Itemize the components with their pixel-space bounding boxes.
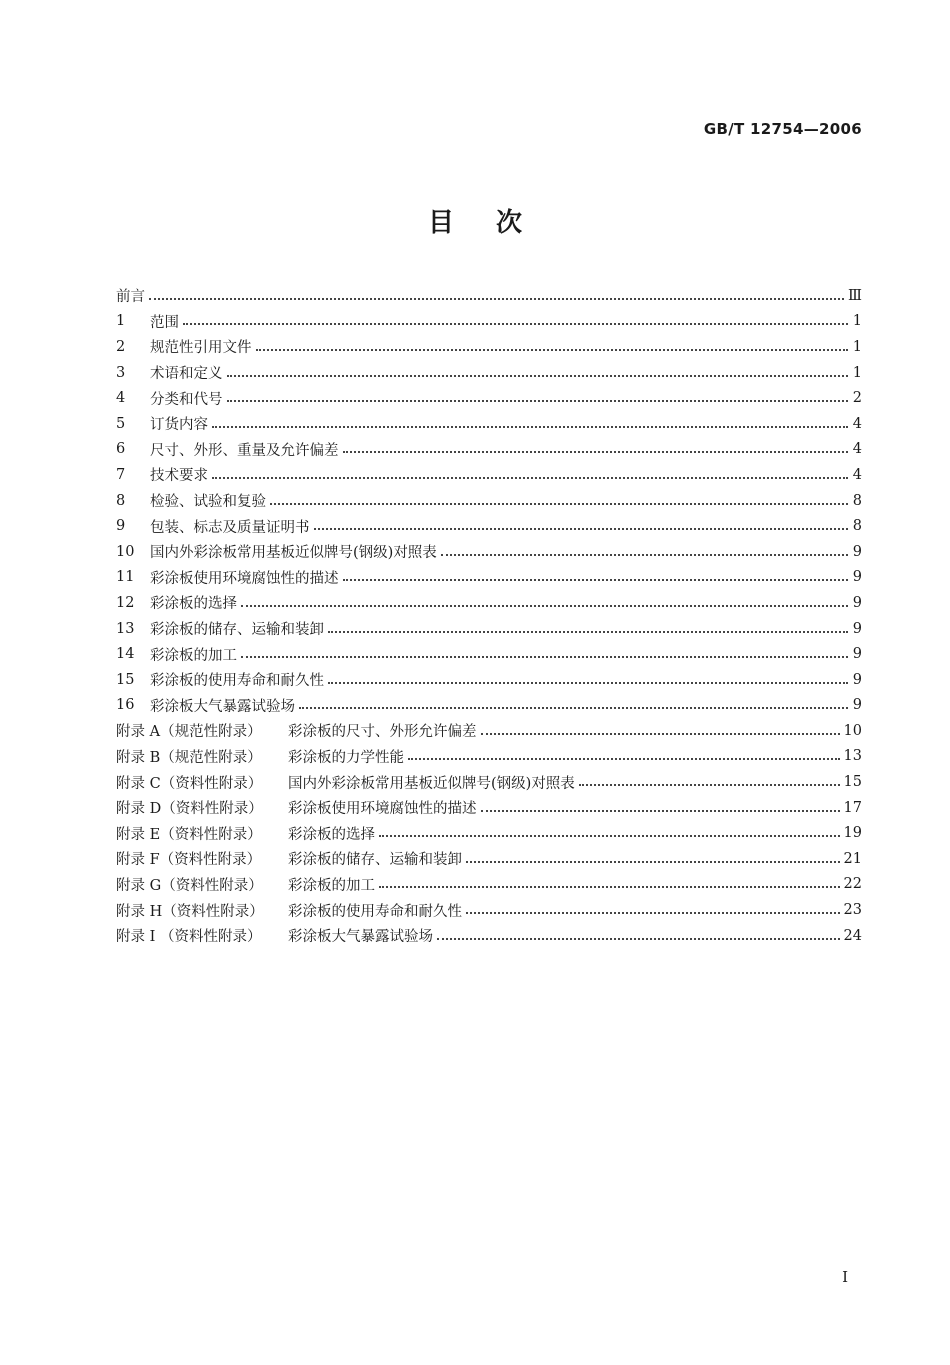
dot-leader — [343, 451, 849, 453]
toc-entry-title: 国内外彩涂板常用基板近似牌号(钢级)对照表 — [288, 775, 575, 792]
annex-label: 附录 B（规范性附录） — [116, 749, 262, 766]
toc-entry[interactable] — [116, 462, 862, 488]
toc-entry[interactable] — [116, 539, 862, 565]
toc-entry-page: 9 — [852, 569, 862, 586]
toc-entry-title: 检验、试验和复验 — [150, 494, 266, 511]
toc-entry-page: 1 — [852, 364, 862, 381]
annex-label: 附录 D（资料性附录） — [116, 801, 263, 818]
toc-entry-number: 14 — [116, 646, 135, 663]
toc-entry[interactable] — [116, 693, 862, 719]
dot-leader — [328, 682, 848, 684]
toc-entry-page: 1 — [852, 338, 862, 355]
standard-code: GB/T 12754—2006 — [703, 120, 862, 138]
toc-entry[interactable] — [116, 309, 862, 335]
toc-entry-page: 9 — [852, 697, 862, 714]
toc-entry-title: 前言 — [116, 289, 145, 306]
toc-entry-page: 1 — [852, 313, 862, 330]
toc-entry-page: 4 — [852, 441, 862, 458]
toc-entry-number: 13 — [116, 620, 135, 637]
toc-entry-title: 彩涂板大气暴露试验场 — [150, 698, 295, 715]
toc-entry[interactable] — [116, 513, 862, 539]
toc-entry-number: 10 — [116, 543, 135, 560]
toc-entry-number: 16 — [116, 697, 135, 714]
dot-leader — [241, 656, 848, 658]
toc-entry-title: 彩涂板的储存、运输和装卸 — [150, 622, 324, 639]
toc-entry-page: Ⅲ — [848, 287, 862, 304]
toc-entry-page: 9 — [852, 620, 862, 637]
toc-entry-page: 21 — [843, 850, 862, 867]
toc-entry-title: 彩涂板的加工 — [288, 877, 375, 894]
toc-entry[interactable] — [116, 641, 862, 667]
dot-leader — [408, 758, 840, 760]
annex-label: 附录 H（资料性附录） — [116, 903, 264, 920]
toc-entry-page: 2 — [852, 390, 862, 407]
toc-entry-page: 22 — [843, 876, 862, 893]
dot-leader — [579, 784, 840, 786]
dot-leader — [212, 477, 848, 479]
toc-entry-title: 包装、标志及质量证明书 — [150, 519, 310, 536]
dot-leader — [379, 835, 840, 837]
toc-entry-title: 规范性引用文件 — [150, 340, 252, 357]
toc-entry-number: 15 — [116, 671, 135, 688]
dot-leader — [183, 323, 848, 325]
toc-entry-title: 彩涂板使用环境腐蚀性的描述 — [288, 801, 477, 818]
toc-entry[interactable] — [116, 411, 862, 437]
toc-entry-number: 3 — [116, 364, 126, 381]
toc-entry-preface[interactable] — [116, 283, 862, 309]
toc-entry-title: 彩涂板的使用寿命和耐久性 — [288, 903, 462, 920]
toc-entry-page: 4 — [852, 466, 862, 483]
table-of-contents — [116, 283, 862, 948]
dot-leader — [256, 349, 849, 351]
annex-label: 附录 F（资料性附录） — [116, 852, 262, 869]
toc-annex-entry[interactable] — [116, 769, 862, 795]
page-number: I — [842, 1268, 848, 1286]
toc-entry-page: 4 — [852, 415, 862, 432]
dot-leader — [437, 938, 840, 940]
toc-entry[interactable] — [116, 385, 862, 411]
toc-annex-entry[interactable] — [116, 744, 862, 770]
toc-entry-number: 1 — [116, 313, 126, 330]
toc-entry-title: 范围 — [150, 314, 179, 331]
toc-annex-entry[interactable] — [116, 897, 862, 923]
toc-entry-page: 8 — [852, 518, 862, 535]
toc-entry-page: 13 — [843, 748, 862, 765]
toc-entry[interactable] — [116, 488, 862, 514]
toc-entry-page: 15 — [843, 774, 862, 791]
toc-annex-entry[interactable] — [116, 923, 862, 949]
page-title: 目次 — [427, 208, 564, 238]
toc-entry-number: 4 — [116, 390, 126, 407]
toc-entry-title: 彩涂板使用环境腐蚀性的描述 — [150, 570, 339, 587]
toc-entry[interactable] — [116, 667, 862, 693]
toc-entry-title: 尺寸、外形、重量及允许偏差 — [150, 442, 339, 459]
dot-leader — [241, 605, 848, 607]
toc-entry-number: 7 — [116, 466, 126, 483]
dot-leader — [227, 375, 849, 377]
toc-entry-title: 彩涂板大气暴露试验场 — [288, 929, 433, 946]
toc-entry-title: 国内外彩涂板常用基板近似牌号(钢级)对照表 — [150, 545, 437, 562]
toc-entry[interactable] — [116, 565, 862, 591]
annex-label: 附录 E（资料性附录） — [116, 826, 262, 843]
annex-label: 附录 G（资料性附录） — [116, 877, 263, 894]
dot-leader — [149, 298, 844, 300]
toc-entry-title: 彩涂板的尺寸、外形允许偏差 — [288, 724, 477, 741]
toc-entry-page: 10 — [843, 722, 862, 739]
toc-entry-page: 24 — [843, 927, 862, 944]
toc-annex-entry[interactable] — [116, 872, 862, 898]
dot-leader — [299, 707, 848, 709]
toc-entry[interactable] — [116, 590, 862, 616]
dot-leader — [481, 810, 840, 812]
toc-entry[interactable] — [116, 334, 862, 360]
dot-leader — [212, 426, 848, 428]
dot-leader — [343, 579, 849, 581]
toc-entry-page: 9 — [852, 671, 862, 688]
toc-annex-entry[interactable] — [116, 795, 862, 821]
toc-entry-title: 术语和定义 — [150, 366, 223, 383]
toc-entry-title: 彩涂板的选择 — [288, 826, 375, 843]
toc-entry-page: 9 — [852, 594, 862, 611]
toc-entry-number: 2 — [116, 338, 126, 355]
dot-leader — [466, 912, 840, 914]
toc-entry-number: 12 — [116, 594, 135, 611]
toc-entry-title: 彩涂板的力学性能 — [288, 749, 404, 766]
toc-entry-page: 9 — [852, 543, 862, 560]
toc-entry-page: 17 — [843, 799, 862, 816]
toc-entry-title: 彩涂板的使用寿命和耐久性 — [150, 673, 324, 690]
dot-leader — [379, 886, 840, 888]
toc-entry-number: 9 — [116, 518, 126, 535]
toc-entry-number: 5 — [116, 415, 126, 432]
toc-entry-page: 23 — [843, 902, 862, 919]
dot-leader — [481, 733, 840, 735]
annex-label: 附录 C（资料性附录） — [116, 775, 263, 792]
toc-entry[interactable] — [116, 437, 862, 463]
toc-entry[interactable] — [116, 360, 862, 386]
toc-entry-title: 彩涂板的加工 — [150, 647, 237, 664]
toc-entry-title: 分类和代号 — [150, 391, 223, 408]
annex-label: 附录 A（规范性附录） — [116, 724, 262, 741]
toc-annex-entry[interactable] — [116, 820, 862, 846]
toc-entry[interactable] — [116, 616, 862, 642]
toc-entry-number: 6 — [116, 441, 126, 458]
dot-leader — [441, 554, 848, 556]
dot-leader — [328, 631, 848, 633]
toc-entry-page: 8 — [852, 492, 862, 509]
toc-entry-title: 技术要求 — [150, 468, 208, 485]
toc-entry-title: 订货内容 — [150, 417, 208, 434]
annex-label: 附录 I （资料性附录） — [116, 929, 262, 946]
dot-leader — [270, 503, 848, 505]
toc-entry-number: 8 — [116, 492, 126, 509]
toc-entry-page: 9 — [852, 646, 862, 663]
dot-leader — [227, 400, 849, 402]
toc-annex-entry[interactable] — [116, 718, 862, 744]
dot-leader — [466, 861, 840, 863]
toc-entry-page: 19 — [843, 825, 862, 842]
toc-entry-title: 彩涂板的选择 — [150, 596, 237, 613]
toc-entry-title: 彩涂板的储存、运输和装卸 — [288, 852, 462, 869]
toc-entry-number: 11 — [116, 569, 135, 586]
toc-annex-entry[interactable] — [116, 846, 862, 872]
dot-leader — [314, 528, 849, 530]
